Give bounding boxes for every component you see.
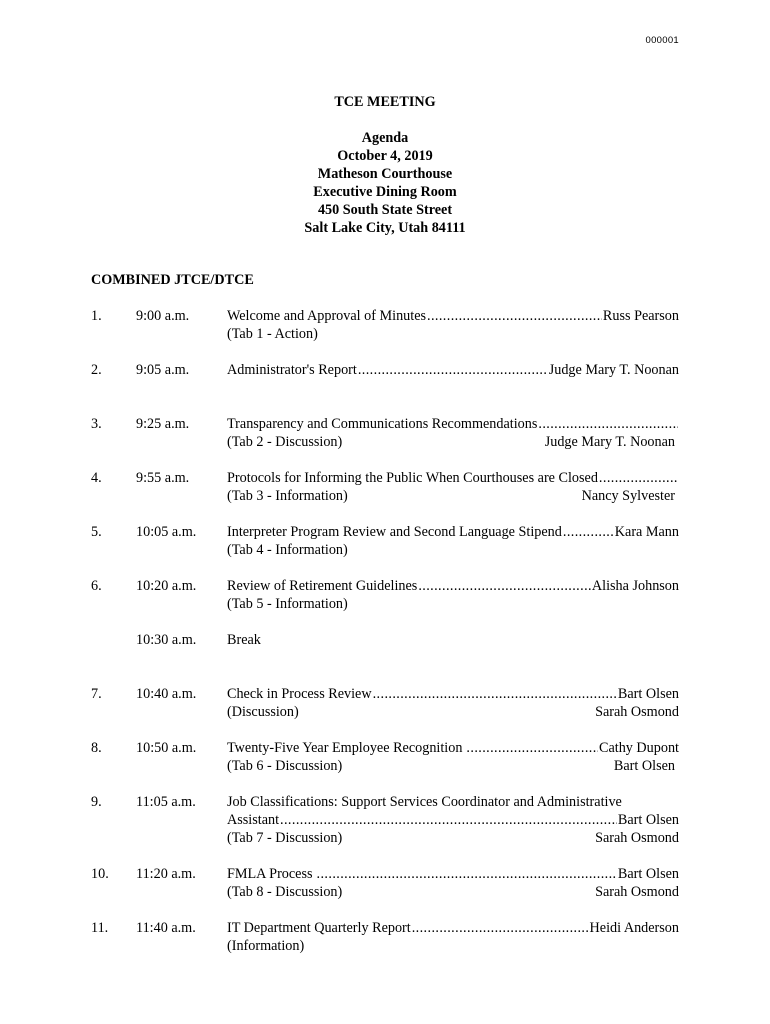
item-tab-note: (Tab 4 - Information) xyxy=(227,542,348,558)
item-description xyxy=(227,793,679,847)
agenda-item xyxy=(0,793,770,847)
item-number: 1. xyxy=(91,308,102,324)
item-number: 6. xyxy=(91,578,102,594)
item-time: 9:05 a.m. xyxy=(136,362,190,378)
item-time: 9:25 a.m. xyxy=(136,416,190,432)
item-description xyxy=(227,361,679,379)
item-presenter: Bart Olsen xyxy=(617,866,679,882)
item-number: 10. xyxy=(91,866,109,882)
item-time: 9:55 a.m. xyxy=(136,470,190,486)
item-tab-note: (Tab 8 - Discussion) xyxy=(227,884,343,900)
item-presenter: Nancy Sylvester xyxy=(581,488,675,504)
item-number: 9. xyxy=(91,794,102,810)
item-time: 10:05 a.m. xyxy=(136,524,197,540)
item-presenter: Russ Pearson xyxy=(602,308,679,324)
dot-leader xyxy=(358,361,548,379)
document-header xyxy=(0,93,770,237)
dot-leader xyxy=(317,865,617,883)
section-heading: COMBINED JTCE/DTCE xyxy=(91,272,254,288)
item-description xyxy=(227,415,679,451)
item-presenter: Kara Mann xyxy=(614,524,679,540)
item-presenter: Bart Olsen xyxy=(617,686,679,702)
item-time: 10:40 a.m. xyxy=(136,686,197,702)
item-number: 8. xyxy=(91,740,102,756)
item-number: 4. xyxy=(91,470,102,486)
item-tab-note: (Information) xyxy=(227,938,305,954)
dot-leader xyxy=(599,469,678,487)
header-line-street: 450 South State Street xyxy=(317,202,453,218)
item-number: 2. xyxy=(91,362,102,378)
item-time: 11:40 a.m. xyxy=(136,920,196,936)
item-time: 11:20 a.m. xyxy=(136,866,196,882)
item-number: 11. xyxy=(91,920,109,936)
item-time: 10:30 a.m. xyxy=(136,632,197,648)
item-description xyxy=(227,739,679,775)
item-copresenter: Sarah Osmond xyxy=(595,830,679,846)
item-description xyxy=(227,307,679,343)
agenda-item xyxy=(0,919,770,955)
item-description xyxy=(227,919,679,955)
item-description xyxy=(227,523,679,559)
dot-leader xyxy=(373,685,617,703)
item-description xyxy=(227,631,679,649)
agenda-item xyxy=(0,361,770,379)
item-time: 9:00 a.m. xyxy=(136,308,190,324)
item-title: Welcome and Approval of Minutes xyxy=(227,308,427,324)
header-line-agenda: Agenda xyxy=(361,130,409,146)
item-title: Break xyxy=(227,632,261,648)
item-presenter: Alisha Johnson xyxy=(591,578,679,594)
item-number: 3. xyxy=(91,416,102,432)
item-number: 7. xyxy=(91,686,102,702)
item-number: 5. xyxy=(91,524,102,540)
agenda-item-break xyxy=(0,631,770,649)
dot-leader xyxy=(280,811,617,829)
item-presenter: Cathy Dupont xyxy=(599,740,679,756)
item-title: Check in Process Review xyxy=(227,686,372,702)
header-line-city: Salt Lake City, Utah 84111 xyxy=(304,220,466,236)
item-copresenter: Sarah Osmond xyxy=(595,704,679,720)
item-tab-note: (Tab 1 - Action) xyxy=(227,326,318,342)
item-presenter: Judge Mary T. Noonan xyxy=(548,362,679,378)
item-title: Protocols for Informing the Public When Courthouses are Closed xyxy=(227,470,598,486)
dot-leader xyxy=(418,577,591,595)
agenda-item xyxy=(0,577,770,613)
header-line-date: October 4, 2019 xyxy=(337,148,433,164)
agenda-item xyxy=(0,865,770,901)
item-title: FMLA Process xyxy=(227,866,313,882)
item-title: Transparency and Communications Recommendations xyxy=(227,416,538,432)
agenda-item xyxy=(0,523,770,559)
meeting-title: TCE MEETING xyxy=(334,94,436,110)
item-tab-note: (Tab 2 - Discussion) xyxy=(227,434,343,450)
header-line-room: Executive Dining Room xyxy=(313,184,457,200)
item-time: 10:50 a.m. xyxy=(136,740,197,756)
dot-leader xyxy=(538,415,678,433)
item-description xyxy=(227,685,679,721)
agenda-item xyxy=(0,469,770,505)
item-presenter: Heidi Anderson xyxy=(589,920,679,936)
dot-leader xyxy=(563,523,614,541)
dot-leader xyxy=(466,739,598,757)
item-title: Review of Retirement Guidelines xyxy=(227,578,418,594)
item-description xyxy=(227,469,679,505)
item-tab-note: (Tab 3 - Information) xyxy=(227,488,348,504)
item-tab-note: (Tab 7 - Discussion) xyxy=(227,830,343,846)
item-time: 11:05 a.m. xyxy=(136,794,196,810)
dot-leader xyxy=(427,307,602,325)
dot-leader xyxy=(412,919,589,937)
item-title: Twenty-Five Year Employee Recognition xyxy=(227,740,463,756)
agenda-item xyxy=(0,685,770,721)
agenda-item xyxy=(0,307,770,343)
header-line-building: Matheson Courthouse xyxy=(317,166,453,182)
agenda-items xyxy=(0,307,770,973)
page-number: 000001 xyxy=(645,35,679,46)
item-title: Job Classifications: Support Services Coordinator and Administrative xyxy=(227,794,622,810)
item-title: IT Department Quarterly Report xyxy=(227,920,411,936)
item-description xyxy=(227,865,679,901)
item-copresenter: Sarah Osmond xyxy=(595,884,679,900)
item-title-continued: Assistant xyxy=(227,812,280,828)
item-presenter: Judge Mary T. Noonan xyxy=(544,434,675,450)
item-time: 10:20 a.m. xyxy=(136,578,197,594)
item-title: Administrator's Report xyxy=(227,362,357,378)
item-tab-note: (Tab 5 - Information) xyxy=(227,596,348,612)
agenda-item xyxy=(0,415,770,451)
item-copresenter: Bart Olsen xyxy=(613,758,675,774)
agenda-item xyxy=(0,739,770,775)
item-tab-note: (Discussion) xyxy=(227,704,299,720)
item-description xyxy=(227,577,679,613)
item-title: Interpreter Program Review and Second Language Stipend xyxy=(227,524,562,540)
item-tab-note: (Tab 6 - Discussion) xyxy=(227,758,343,774)
item-presenter: Bart Olsen xyxy=(617,812,679,828)
